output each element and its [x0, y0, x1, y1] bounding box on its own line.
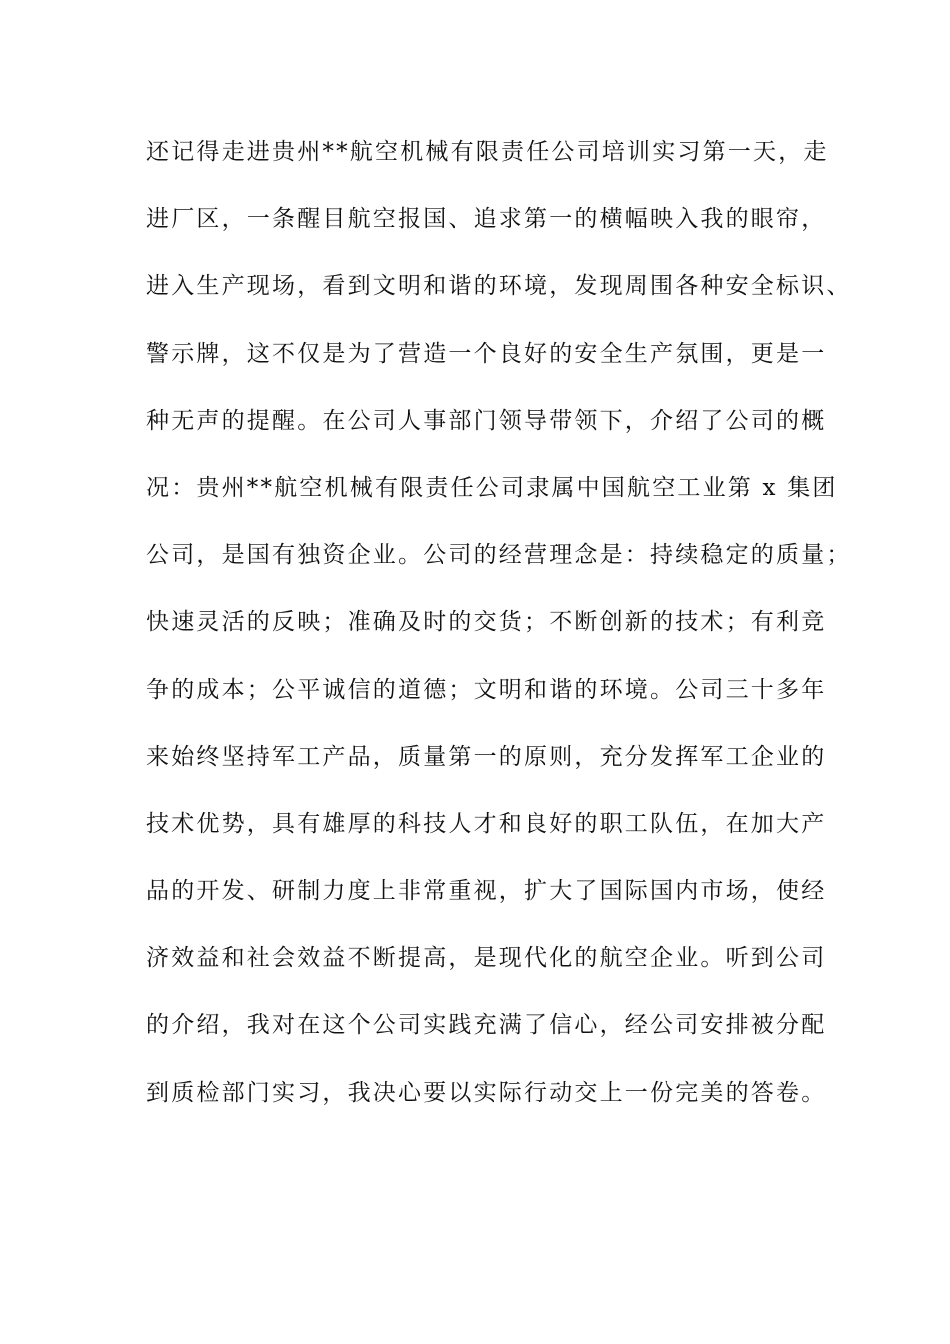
- text-line-5: 种无声的提醒。在公司人事部门领导带领下，介绍了公司的概: [146, 407, 827, 434]
- text-line-12: 品的开发、研制力度上非常重视，扩大了国际国内市场，使经: [146, 878, 827, 905]
- text-line-11: 技术优势，具有雄厚的科技人才和良好的职工队伍，在加大产: [146, 810, 827, 837]
- text-line-8: 快速灵活的反映；准确及时的交货；不断创新的技术；有利竞: [146, 609, 827, 636]
- text-line-3: 进入生产现场，看到文明和谐的环境，发现周围各种安全标识、: [146, 273, 852, 300]
- body-paragraph: [146, 128, 852, 1136]
- text-line-4: 警示牌，这不仅是为了营造一个良好的安全生产氛围，更是一: [146, 340, 827, 367]
- text-line-10: 来始终坚持军工产品，质量第一的原则，充分发挥军工企业的: [146, 743, 827, 770]
- text-line-9: 争的成本；公平诚信的道德；文明和谐的环境。公司三十多年: [146, 676, 827, 703]
- text-line-7: 公司，是国有独资企业。公司的经营理念是：持续稳定的质量；: [146, 542, 852, 569]
- text-line-1: 还记得走进贵州**航空机械有限责任公司培训实习第一天，走: [146, 139, 829, 165]
- text-line-14: 的介绍，我对在这个公司实践充满了信心，经公司安排被分配: [146, 1012, 827, 1039]
- text-line-6: 况：贵州**航空机械有限责任公司隶属中国航空工业第 x 集团: [146, 474, 838, 501]
- text-line-13: 济效益和社会效益不断提高，是现代化的航空企业。听到公司: [146, 945, 827, 972]
- text-line-15: 到质检部门实习，我决心要以实际行动交上一份完美的答卷。: [146, 1079, 827, 1106]
- text-line-2: 进厂区，一条醒目航空报国、追求第一的横幅映入我的眼帘，: [146, 206, 827, 233]
